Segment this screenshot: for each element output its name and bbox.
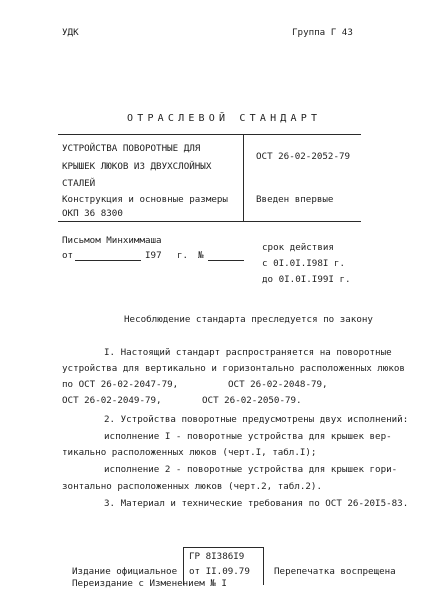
group-label: Группа Г 43: [292, 27, 353, 38]
legal-warning: Несоблюдение стандарта преследуется по закону: [124, 314, 373, 325]
okp-code: ОКП 36 8300: [62, 208, 123, 219]
official-edition: Издание официальное: [72, 566, 178, 577]
body-ref-2: ОСТ 26-02-2048-79,: [228, 379, 328, 390]
validity-to: до 0I.0I.I99I г.: [262, 274, 351, 285]
body-ref-1: по ОСТ 26-02-2047-79,: [62, 379, 179, 390]
body-line-2: устройства для вертикально и горизонтально расположенных люков: [62, 363, 405, 374]
approval-number-blank: [208, 260, 244, 261]
subtitle: Конструкция и основные размеры: [62, 194, 228, 205]
body-line-6: исполнение 2 - поворотные устройства для крышек гори-: [104, 464, 398, 475]
body-line-5: тикально расположенных люков (черт.I, табл.I);: [62, 447, 317, 458]
designation: ОСТ 26-02-2052-79: [256, 151, 351, 162]
approval-letter: Письмом Минхиммаша: [62, 235, 162, 246]
body-line-4: исполнение I - поворотные устройства для крышек вер-: [104, 431, 392, 442]
title-line-1: УСТРОЙСТВА ПОВОРОТНЫЕ ДЛЯ: [62, 143, 201, 154]
udk-label: УДК: [62, 27, 79, 38]
body-line-1: I. Настоящий стандарт распространяется на поворотные: [104, 347, 392, 358]
title-line-3: СТАЛЕЙ: [62, 178, 96, 189]
approval-g: г.: [177, 250, 189, 261]
approval-year: I97: [145, 250, 162, 261]
title-line-2: КРЫШЕК ЛЮКОВ ИЗ ДВУХСЛОЙНЫХ: [62, 161, 212, 172]
title-block-bottom-rule: [58, 221, 361, 222]
standard-type: ОТРАСЛЕВОЙ СТАНДАРТ: [127, 113, 322, 124]
approval-date-blank: [75, 260, 141, 261]
validity-label: срок действия: [262, 242, 334, 253]
title-block-top-rule: [58, 134, 361, 135]
body-ref-3: ОСТ 26-02-2049-79,: [62, 395, 162, 406]
reedition-note: Переиздание с Изменением № I: [72, 578, 227, 589]
approval-number-sign: №: [198, 250, 204, 261]
reprint-prohibited: Перепечатка воспрещена: [274, 566, 396, 577]
body-line-3: 2. Устройства поворотные предусмотрены двух исполнений:: [104, 414, 409, 425]
body-line-7: зонтально расположенных люков (черт.2, табл.2).: [62, 481, 322, 492]
body-ref-4: ОСТ 26-02-2050-79.: [202, 395, 302, 406]
validity-from: с 0I.0I.I98I г.: [262, 258, 345, 269]
footer-right-divider: [263, 547, 264, 585]
approval-from-label: от: [62, 250, 74, 261]
registration-date: от II.09.79: [189, 566, 250, 577]
introduced-note: Введен впервые: [256, 194, 334, 205]
registration-number: ГР 8I386I9: [189, 551, 245, 562]
footer-rule: [183, 547, 263, 548]
title-block-divider: [243, 134, 244, 221]
body-line-8: 3. Материал и технические требования по ОСТ 26-20I5-83.: [104, 498, 409, 509]
